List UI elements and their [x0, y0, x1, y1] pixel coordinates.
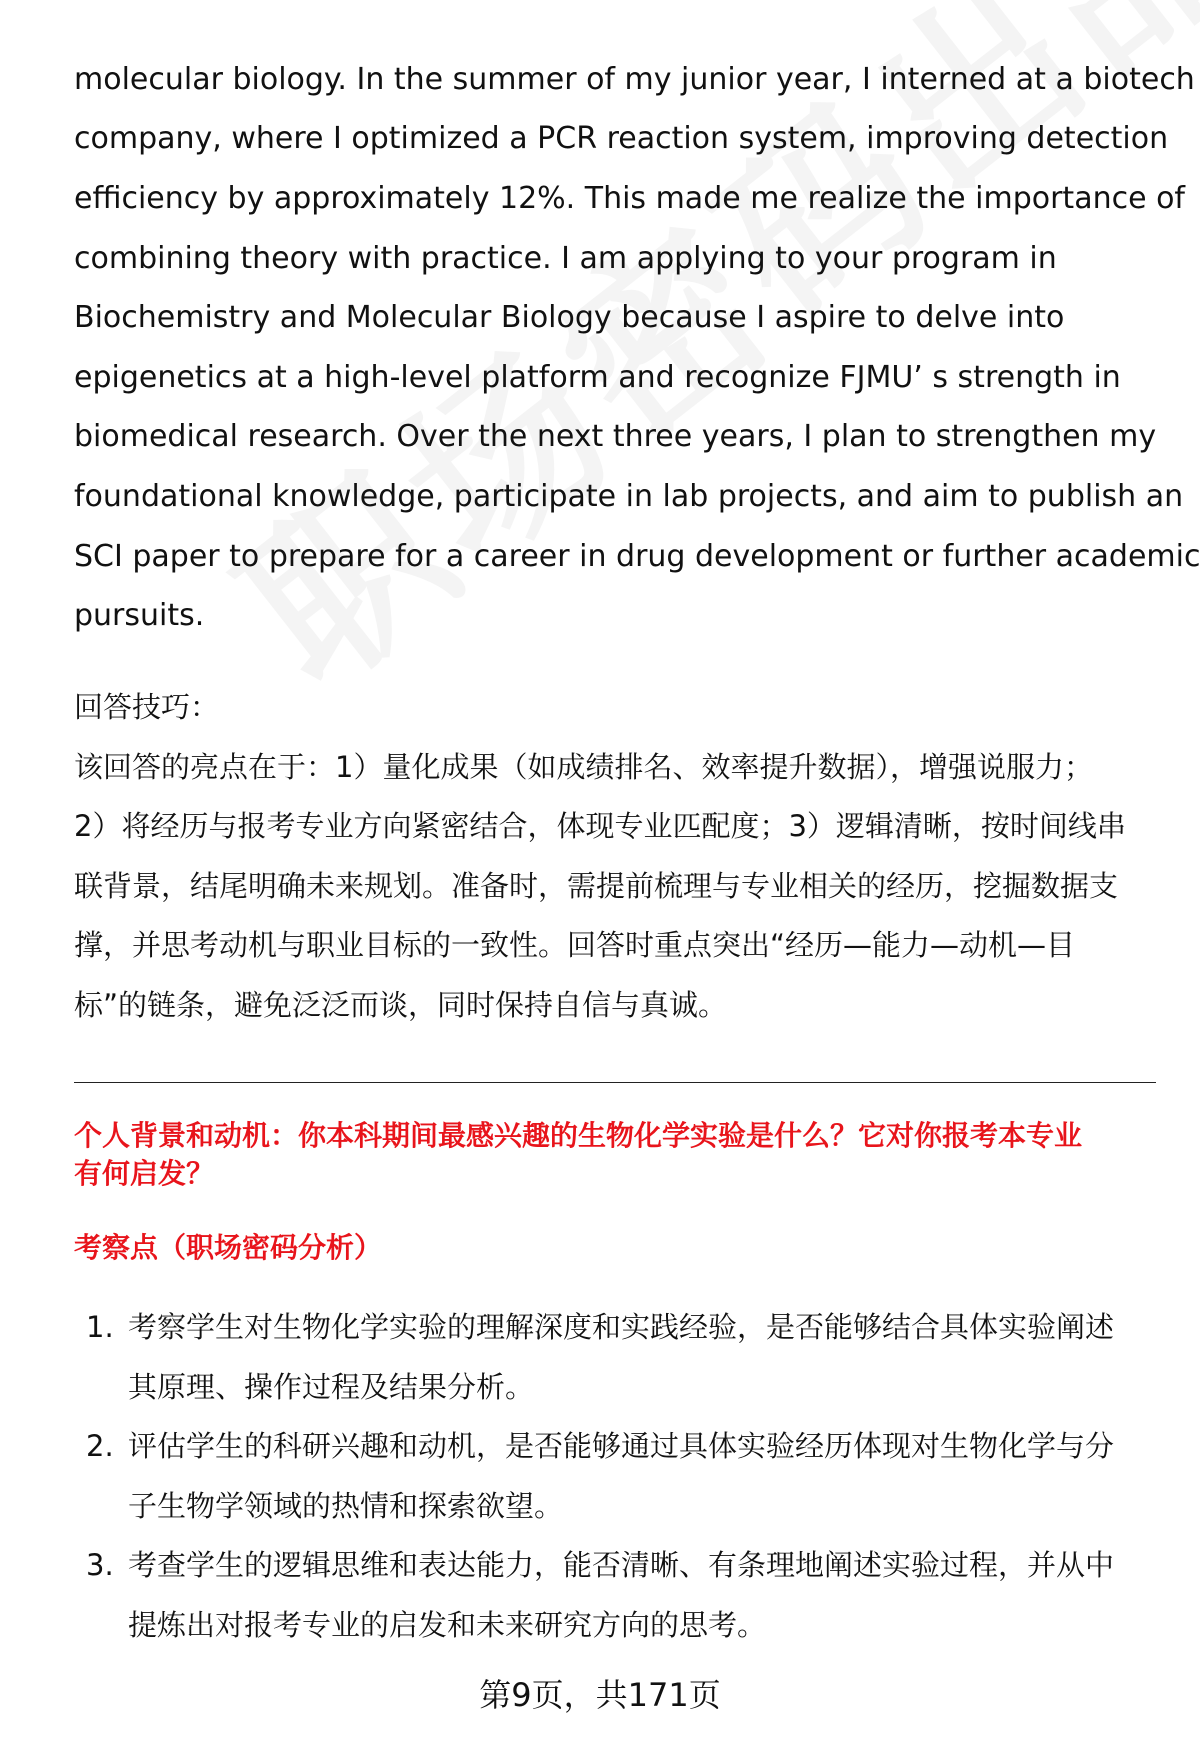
question-line: 个人背景和动机：你本科期间最感兴趣的生物化学实验是什么？它对你报考本专业: [74, 1119, 1083, 1152]
answer-line: company, where I optimized a PCR reaction system, improving detection: [74, 121, 1169, 156]
answer-line: SCI paper to prepare for a career in drug development or further academic: [74, 539, 1200, 574]
list-number: 1.: [86, 1310, 114, 1344]
tips-line: 撑，并思考动机与职业目标的一致性。回答时重点突出“经历—能力—动机—目: [74, 928, 1076, 962]
tips-label: 回答技巧：: [74, 690, 220, 724]
list-item-line: 考查学生的逻辑思维和表达能力，能否清晰、有条理地阐述实验过程，并从中: [128, 1548, 1115, 1582]
answer-line: pursuits.: [74, 598, 205, 633]
tips-line: 该回答的亮点在于：1）量化成果（如成绩排名、效率提升数据），增强说服力；: [74, 750, 1093, 784]
question-line: 有何启发？: [74, 1157, 215, 1190]
list-item-line: 提炼出对报考专业的启发和未来研究方向的思考。: [128, 1608, 767, 1642]
answer-line: efficiency by approximately 12%. This made me realize the importance of: [74, 181, 1185, 216]
answer-line: epigenetics at a high-level platform and recognize FJMU’ s strength in: [74, 360, 1121, 395]
answer-line: Biochemistry and Molecular Biology because I aspire to delve into: [74, 300, 1065, 335]
answer-line: foundational knowledge, participate in lab projects, and aim to publish an: [74, 479, 1184, 514]
tips-line: 标”的链条，避免泛泛而谈，同时保持自信与真诚。: [74, 988, 728, 1022]
section-divider: [74, 1082, 1156, 1083]
list-item-line: 考察学生对生物化学实验的理解深度和实践经验，是否能够结合具体实验阐述: [128, 1310, 1115, 1344]
list-number: 2.: [86, 1429, 114, 1463]
analysis-title: 考察点（职场密码分析）: [74, 1231, 383, 1264]
answer-line: biomedical research. Over the next three years, I plan to strengthen my: [74, 419, 1157, 454]
tips-line: 2）将经历与报考专业方向紧密结合，体现专业匹配度；3）逻辑清晰，按时间线串: [74, 809, 1126, 843]
list-item-line: 其原理、操作过程及结果分析。: [128, 1370, 535, 1404]
answer-line: combining theory with practice. I am applying to your program in: [74, 241, 1057, 276]
tips-line: 联背景，结尾明确未来规划。准备时，需提前梳理与专业相关的经历，挖掘数据支: [74, 869, 1119, 903]
list-item-line: 子生物学领域的热情和探索欲望。: [128, 1489, 564, 1523]
list-item-line: 评估学生的科研兴趣和动机，是否能够通过具体实验经历体现对生物化学与分: [128, 1429, 1115, 1463]
page-number: 第9页，共171页: [479, 1676, 721, 1714]
answer-line: molecular biology. In the summer of my junior year, I interned at a biotech: [74, 62, 1195, 97]
list-number: 3.: [86, 1548, 114, 1582]
